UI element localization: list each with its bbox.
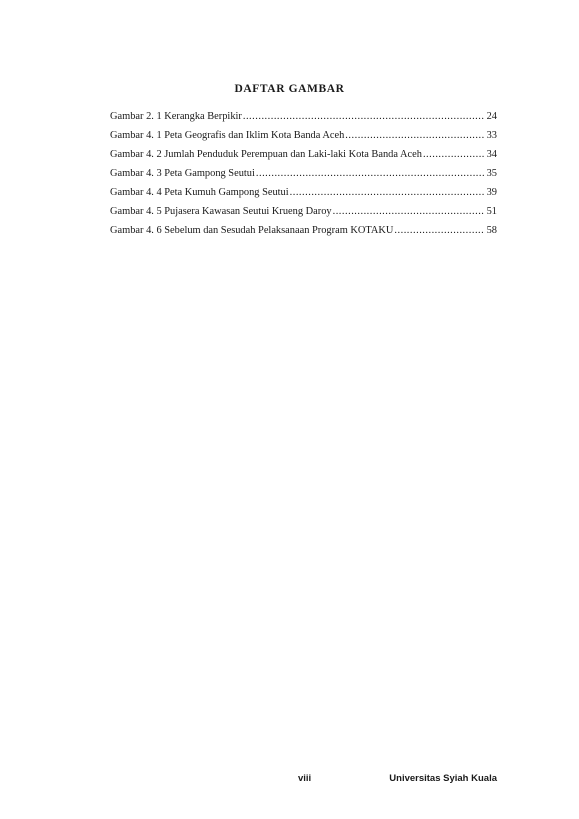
entry-page-number: 39 — [486, 187, 497, 198]
list-item[interactable] — [110, 109, 497, 128]
footer-university: Universitas Syiah Kuala — [389, 773, 497, 784]
list-item[interactable] — [110, 204, 497, 223]
page-title: DAFTAR GAMBAR — [234, 83, 345, 95]
entry-label: Gambar 4. 4 Peta Kumuh Gampong Seutui — [110, 187, 289, 198]
entry-label: Gambar 4. 1 Peta Geografis dan Iklim Kota Banda Aceh — [110, 130, 345, 141]
entry-page-number: 34 — [486, 149, 497, 160]
list-item[interactable] — [110, 223, 497, 242]
list-item[interactable] — [110, 185, 497, 204]
entry-label: Gambar 4. 3 Peta Gampong Seutui — [110, 168, 255, 179]
list-item[interactable] — [110, 166, 497, 185]
entry-label: Gambar 4. 2 Jumlah Penduduk Perempuan dan Laki-laki Kota Banda Aceh — [110, 149, 422, 160]
entry-page-number: 51 — [486, 206, 497, 217]
list-item[interactable] — [110, 128, 497, 147]
entry-label: Gambar 2. 1 Kerangka Berpikir — [110, 111, 242, 122]
entry-label: Gambar 4. 5 Pujasera Kawasan Seutui Krueng Daroy — [110, 206, 332, 217]
figure-list — [110, 109, 497, 242]
entry-page-number: 24 — [486, 111, 497, 122]
entry-page-number: 33 — [486, 130, 497, 141]
footer-page-number: viii — [298, 773, 312, 784]
dot-leader — [290, 185, 485, 201]
dot-leader — [345, 128, 484, 144]
dot-leader — [243, 109, 485, 125]
dot-leader — [256, 166, 485, 182]
dot-leader — [394, 223, 484, 239]
entry-page-number: 35 — [486, 168, 497, 179]
dot-leader — [423, 147, 485, 163]
dot-leader — [333, 204, 485, 220]
page-footer — [0, 773, 579, 787]
entry-label: Gambar 4. 6 Sebelum dan Sesudah Pelaksanaan Program KOTAKU — [110, 225, 394, 236]
entry-page-number: 58 — [486, 225, 497, 236]
list-item[interactable] — [110, 147, 497, 166]
